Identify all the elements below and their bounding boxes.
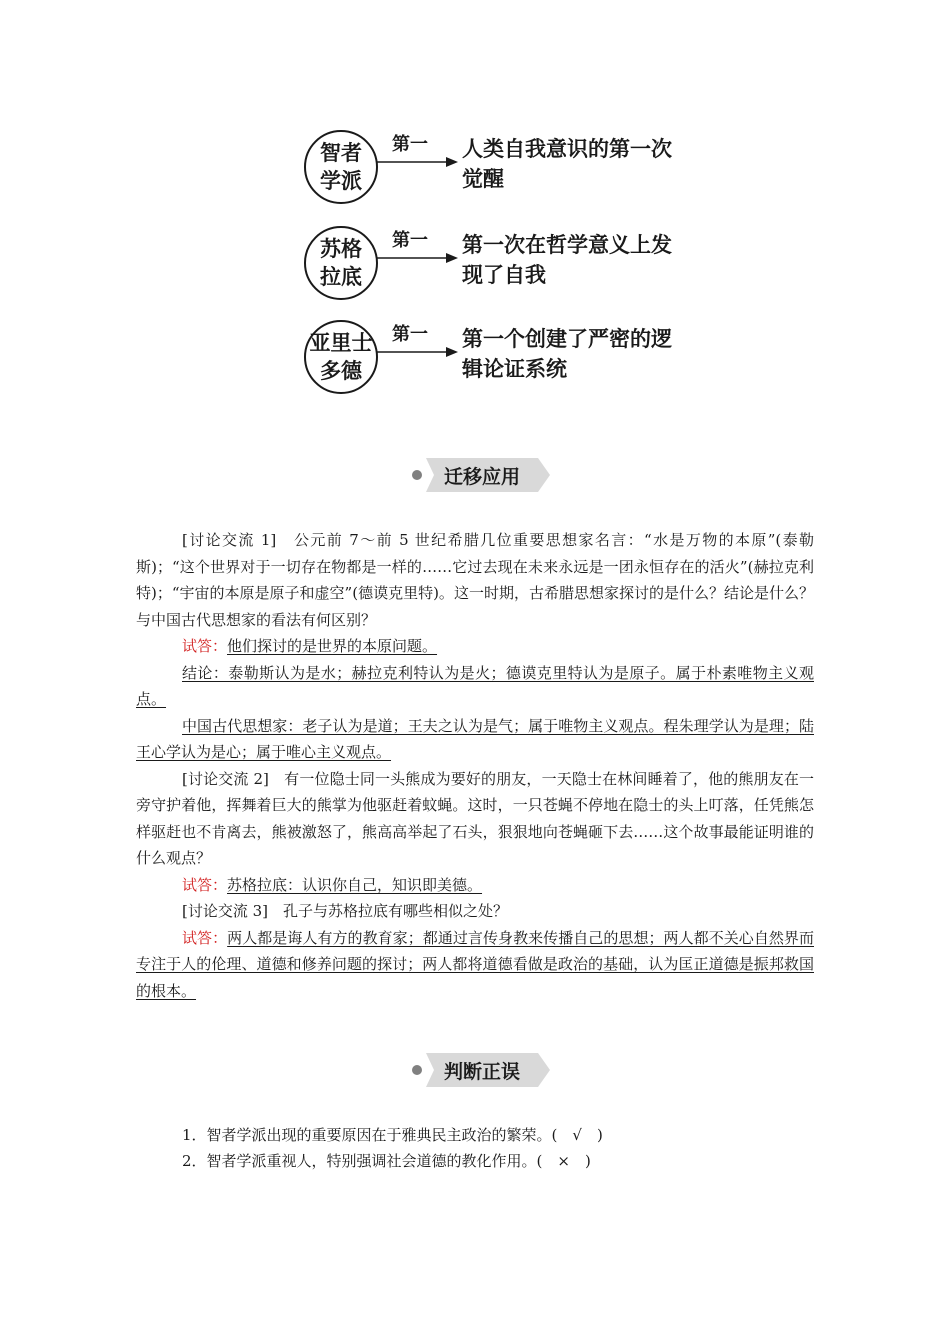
question-tag: [讨论交流 2] xyxy=(182,769,269,788)
question-3 xyxy=(136,898,814,925)
circle-node xyxy=(304,320,378,394)
discussion-block xyxy=(136,527,814,1004)
arrow-label: 第一 xyxy=(392,324,428,345)
answer-text: 他们探讨的是世界的本原问题。 xyxy=(227,637,438,655)
circle-text: 亚里士 xyxy=(309,331,373,355)
circle-text: 学派 xyxy=(320,169,362,193)
diagram-row-sophists xyxy=(300,128,720,208)
answer-text: 结论：泰勒斯认为是水；赫拉克利特认为是火；德谟克里特认为是原子。属于朴素唯物主义观点。 xyxy=(136,663,814,708)
question-2 xyxy=(136,766,814,872)
section-badge-judge xyxy=(412,1053,538,1087)
result-line: 现了自我 xyxy=(462,263,546,287)
question-tag: [讨论交流 1] xyxy=(182,531,277,549)
answer-3 xyxy=(136,925,814,1005)
result-text xyxy=(462,324,722,384)
answer-text: 中国古代思想家：老子认为是道；王夫之认为是气；属于唯物主义观点。程朱理学认为是理；陆王心学认为是心；属于唯心主义观点。 xyxy=(136,716,814,761)
try-answer-label: 试答： xyxy=(182,875,228,894)
section-title-text: 判断正误 xyxy=(444,1060,521,1083)
judge-item: 2．智者学派重视人，特别强调社会道德的教化作用。( × ) xyxy=(182,1152,591,1170)
question-text: 公元前 7～前 5 世纪希腊几位重要思想家名言：“水是万物的本原”(泰勒斯)；“这个世界对于一切存在物都是一样的……它过去现在未来永远是一团永恒存在的活火”(赫拉克利特)；“宇宙的本原是原子和虚空”(德谟克里特)。这一时期，古希腊思想家探讨的是什么？结论是什么？与中国古代思想家的看法有何区别？ xyxy=(136,531,814,629)
judge-item: 1．智者学派出现的重要原因在于雅典民主政治的繁荣。( √ ) xyxy=(182,1126,603,1144)
answer-text: 两人都是诲人有方的教育家；都通过言传身教来传播自己的思想；两人都不关心自然界而专注于人的伦理、道德和修养问题的探讨；两人都将道德看做是政治的基础，认为匡正道德是振邦救国的根本。 xyxy=(136,928,814,1000)
bullet-icon xyxy=(412,470,422,480)
answer-1-conclusion xyxy=(136,660,814,713)
judge-list xyxy=(182,1122,603,1174)
diagram-row-aristotle xyxy=(300,318,720,398)
result-line: 觉醒 xyxy=(462,167,504,191)
arrow-right-icon xyxy=(376,346,458,358)
circle-text: 苏格 xyxy=(320,237,362,261)
circle-text: 智者 xyxy=(320,141,362,165)
circle-node xyxy=(304,130,378,204)
question-text: 孔子与苏格拉底有哪些相似之处？ xyxy=(283,902,509,920)
diagram-row-socrates xyxy=(300,224,720,304)
arrow-label: 第一 xyxy=(392,230,428,251)
try-answer-label: 试答： xyxy=(182,637,228,655)
result-line: 人类自我意识的第一次 xyxy=(462,137,672,161)
question-text: 有一位隐士同一头熊成为要好的朋友，一天隐士在林间睡着了，他的熊朋友在一旁守护着他，挥舞着巨大的熊掌为他驱赶着蚊蝇。这时，一只苍蝇不停地在隐士的头上叮落，任凭熊怎样驱赶也不肯离去，熊被激怒了，熊高高举起了石头，狠狠地向苍蝇砸下去……这个故事最能证明谁的什么观点？ xyxy=(136,769,814,867)
circle-text: 拉底 xyxy=(320,265,362,289)
result-text xyxy=(462,230,722,290)
arrow-right-icon xyxy=(376,252,458,264)
answer-1 xyxy=(136,633,814,660)
answer-2 xyxy=(136,872,814,899)
question-1 xyxy=(136,527,814,633)
result-line: 第一个创建了严密的逻 xyxy=(462,327,672,351)
question-tag: [讨论交流 3] xyxy=(182,902,269,920)
section-title xyxy=(426,1053,538,1087)
answer-text: 苏格拉底：认识你自己，知识即美德。 xyxy=(227,875,483,894)
result-text xyxy=(462,134,722,194)
try-answer-label: 试答： xyxy=(182,928,228,947)
answer-1-comparison xyxy=(136,713,814,766)
section-title-text: 迁移应用 xyxy=(444,465,521,488)
result-line: 辑论证系统 xyxy=(462,357,567,381)
circle-node xyxy=(304,226,378,300)
section-title xyxy=(426,458,538,492)
arrow-label: 第一 xyxy=(392,134,428,155)
section-badge-application xyxy=(412,458,538,492)
result-line: 第一次在哲学意义上发 xyxy=(462,233,672,257)
arrow-right-icon xyxy=(376,156,458,168)
circle-text: 多德 xyxy=(320,359,362,383)
bullet-icon xyxy=(412,1065,422,1075)
